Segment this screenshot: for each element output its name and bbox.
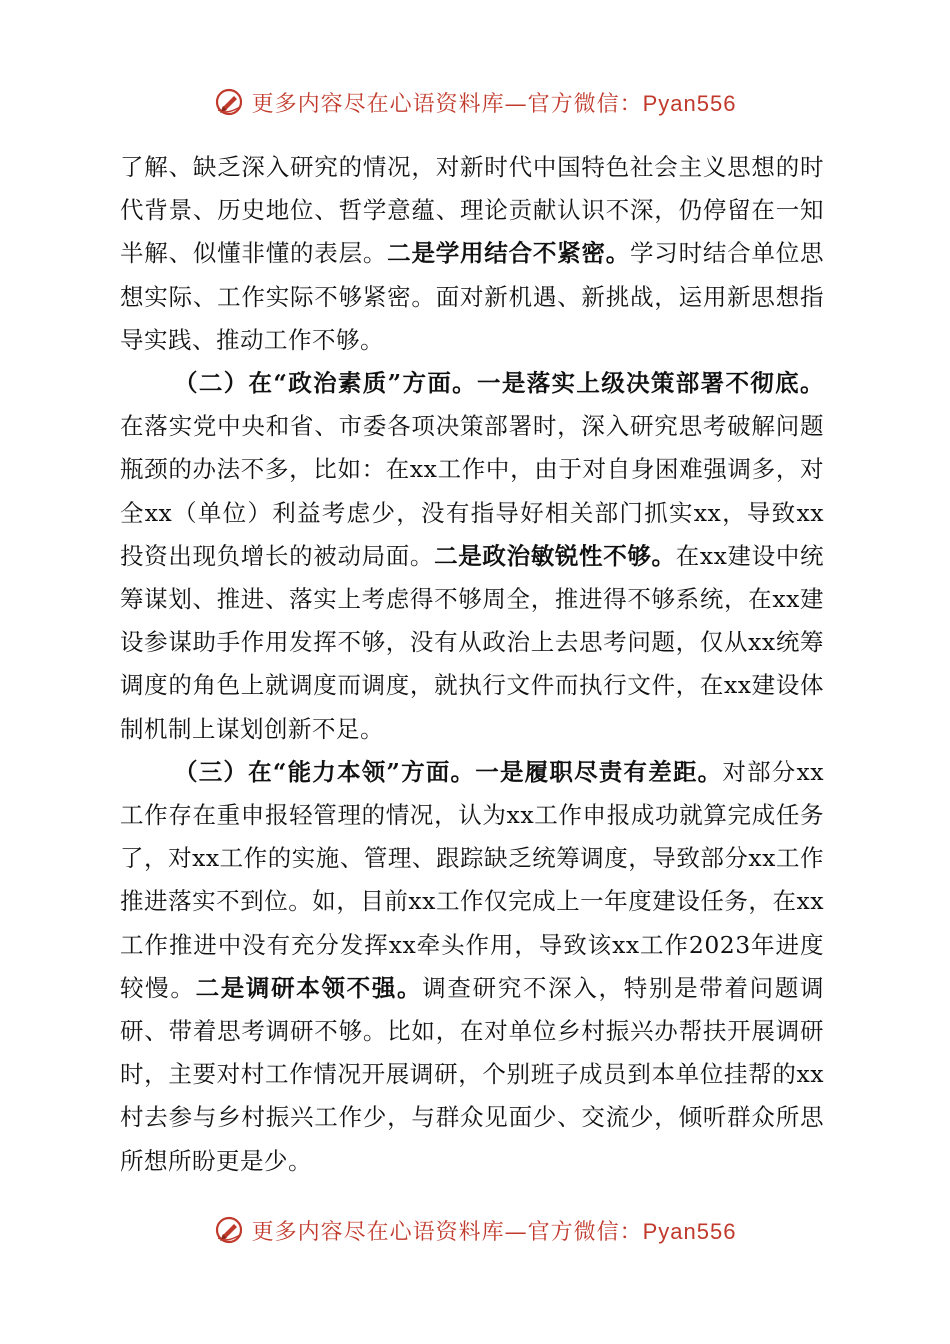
watermark-text	[252, 87, 737, 118]
section-heading: （三）在“能力本领”方面。	[174, 757, 476, 786]
footer-watermark	[0, 1210, 950, 1250]
paragraph-text: 调查研究不深入，特别是带着问题调研、带着思考调研不够。比如，在对单位乡村振兴办帮扶开展调研时，主要对村工作情况开展调研，个别班子成员到本单位挂帮的xx村去参与乡村振兴工作少，与群众见面少、交流少，倾听群众所思所想所盼更是少。	[120, 973, 825, 1175]
paragraph-2	[120, 362, 824, 751]
bold-point: 一是履职尽责有差距。	[475, 757, 723, 786]
watermark-label: 更多内容尽在心语资料库—官方微信：	[251, 1219, 643, 1245]
pen-logo-icon	[214, 1215, 244, 1245]
watermark-wechat-id: Pyan556	[642, 1218, 737, 1244]
paragraph-text: 在xx建设中统筹谋划、推进、落实上考虑得不够周全，推进得不够系统，在xx建设参谋助手作用发挥不够，没有从政治上去思考问题，仅从xx统筹调度的角色上就调度而调度，就执行文件而执行文件，在xx建设体制机制上谋划创新不足。	[120, 541, 825, 743]
watermark-wechat-id: Pyan556	[642, 90, 737, 116]
paragraph-3	[120, 751, 824, 1183]
header-watermark	[0, 82, 950, 122]
bold-point: 一是落实上级决策部署不彻底。	[477, 369, 824, 398]
paragraph-text: 学习时结合单位思想实际、工作实际不够紧密。面对新机遇、新挑战，运用新思想指导实践、推动工作不够。	[120, 239, 825, 354]
bold-point: 二是学用结合不紧密。	[387, 239, 631, 268]
pen-logo-icon	[214, 87, 244, 117]
paragraph-text: 了解、缺乏深入研究的情况，对新时代中国特色社会主义思想的时代背景、历史地位、哲学意蕴、理论贡献认识不深，仍停留在一知半解、似懂非懂的表层。	[120, 153, 824, 268]
paragraph-text: 对部分xx工作存在重申报轻管理的情况，认为xx工作申报成功就算完成任务了，对xx工作的实施、管理、跟踪缺乏统筹调度，导致部分xx工作推进落实不到位。如，目前xx工作仅完成上一年度建设任务，在xx工作推进中没有充分发挥xx牵头作用，导致该xx工作2023年进度较慢。	[120, 757, 824, 1002]
section-heading: （二）在“政治素质”方面。	[174, 369, 478, 398]
document-body	[120, 146, 824, 1183]
watermark-label: 更多内容尽在心语资料库—官方微信：	[251, 91, 643, 117]
paragraph-text: 在落实党中央和省、市委各项决策部署时，深入研究思考破解问题瓶颈的办法不多，比如：在xx工作中，由于对自身困难强调多，对全xx（单位）利益考虑少，没有指导好相关部门抓实xx，导致xx投资出现负增长的被动局面。	[120, 412, 824, 570]
watermark-text	[252, 1215, 737, 1246]
bold-point: 二是政治敏锐性不够。	[434, 541, 676, 570]
paragraph-1	[120, 146, 824, 362]
bold-point: 二是调研本领不强。	[195, 973, 423, 1002]
